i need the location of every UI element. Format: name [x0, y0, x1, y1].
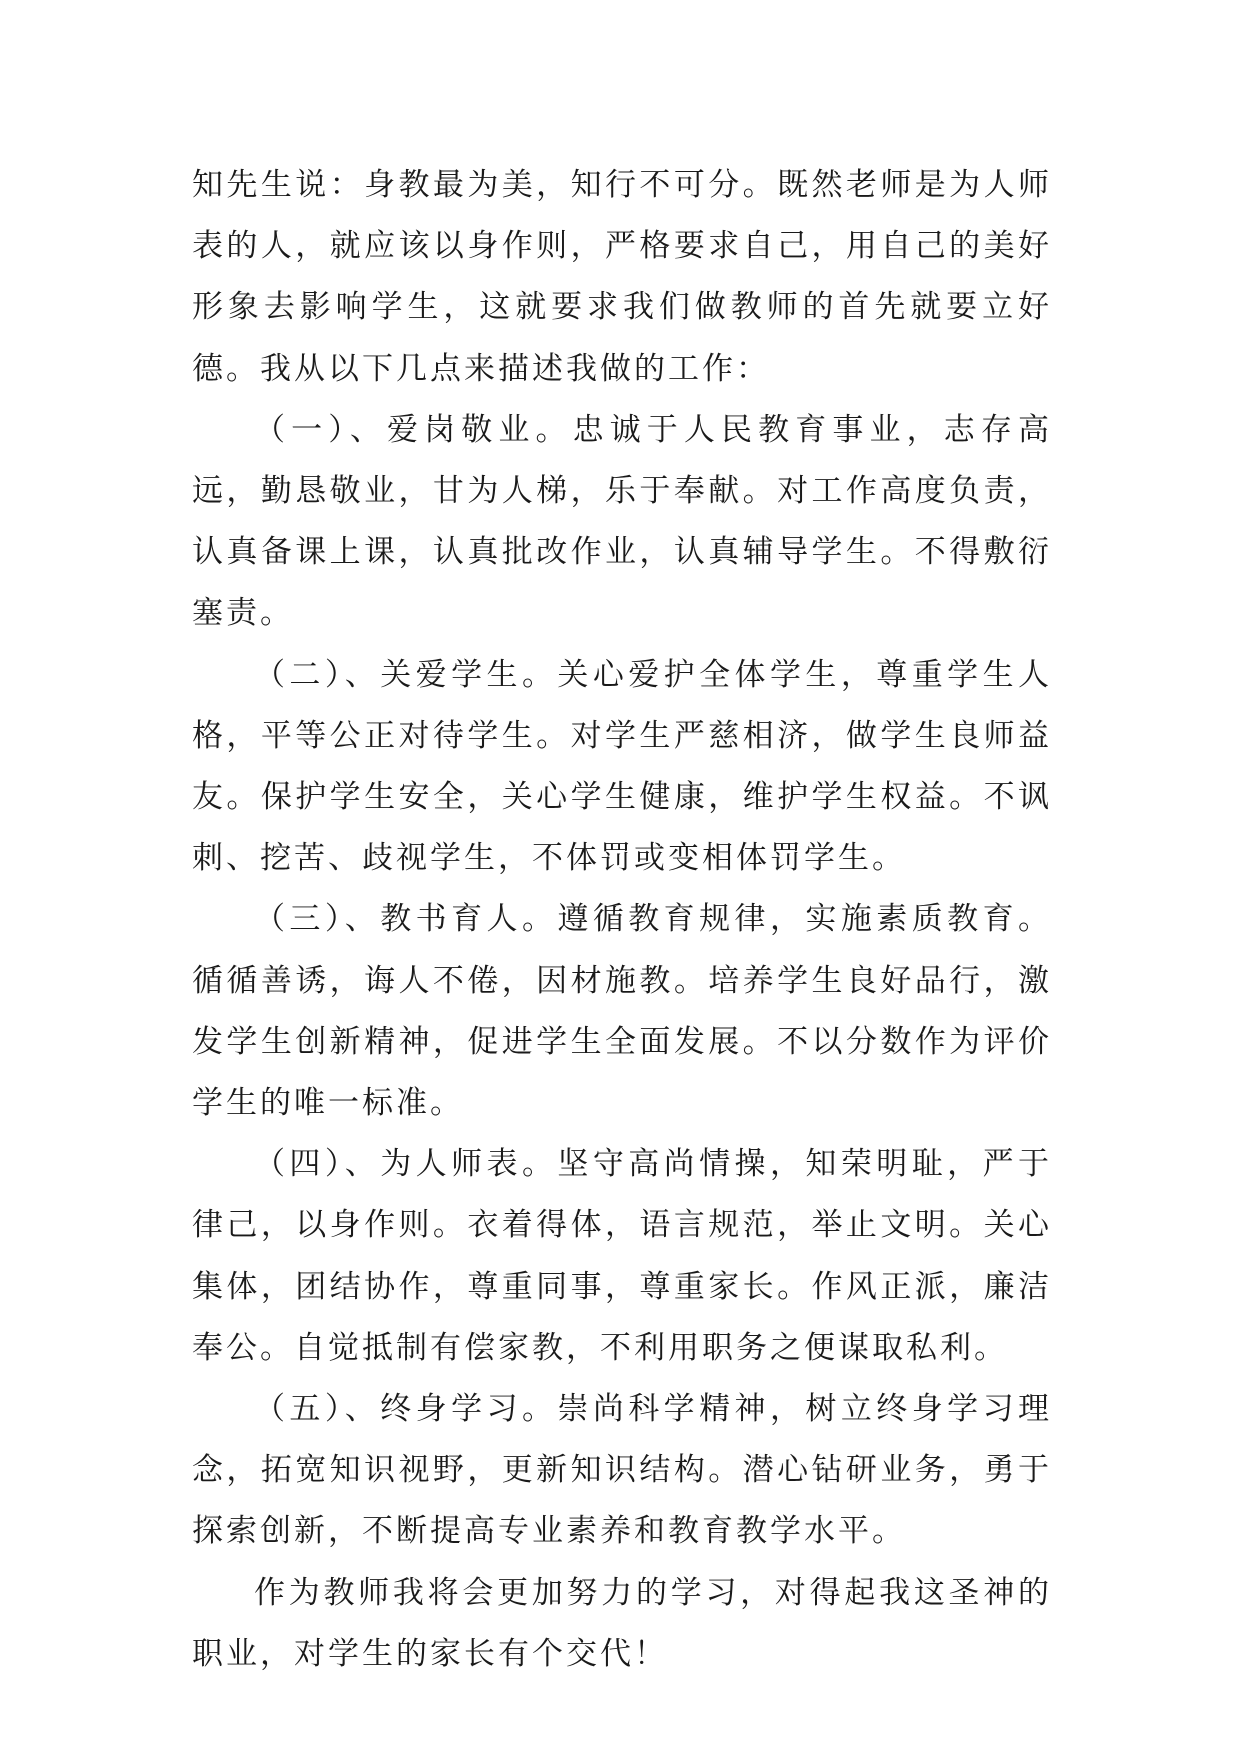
paragraph-item-3: （三）、教书育人。遵循教育规律，实施素质教育。循循善诱，诲人不倦，因材施教。培养学生良好品行，激发学生创新精神，促进学生全面发展。不以分数作为评价学生的唯一标准。 [192, 901, 1052, 1122]
paragraph-item-5: （五）、终身学习。崇尚科学精神，树立终身学习理念，拓宽知识视野，更新知识结构。潜心钻研业务，勇于探索创新，不断提高专业素养和教育教学水平。 [192, 1391, 1052, 1550]
paragraph-conclusion: 作为教师我将会更加努力的学习，对得起我这圣神的职业，对学生的家长有个交代！ [192, 1574, 1052, 1672]
paragraph-intro-continued: 知先生说：身教最为美，知行不可分。既然老师是为人师表的人，就应该以身作则，严格要求自己，用自己的美好形象去影响学生，这就要求我们做教师的首先就要立好德。我从以下几点来描述我做的工作： [192, 167, 1052, 387]
paragraph-item-2: （二）、关爱学生。关心爱护全体学生，尊重学生人格，平等公正对待学生。对学生严慈相济，做学生良师益友。保护学生安全，关心学生健康，维护学生权益。不讽刺、挖苦、歧视学生，不体罚或变相体罚学生。 [192, 656, 1052, 877]
paragraph-item-4: （四）、为人师表。坚守高尚情操，知荣明耻，严于律己，以身作则。衣着得体，语言规范，举止文明。关心集体，团结协作，尊重同事，尊重家长。作风正派，廉洁奉公。自觉抵制有偿家教，不利用职务之便谋取私利。 [192, 1146, 1052, 1366]
document-body [192, 155, 1052, 1685]
paragraph-item-1: （一）、爱岗敬业。忠诚于人民教育事业，志存高远，勤恳敬业，甘为人梯，乐于奉献。对工作高度负责，认真备课上课，认真批改作业，认真辅导学生。不得敷衍塞责。 [192, 411, 1052, 632]
